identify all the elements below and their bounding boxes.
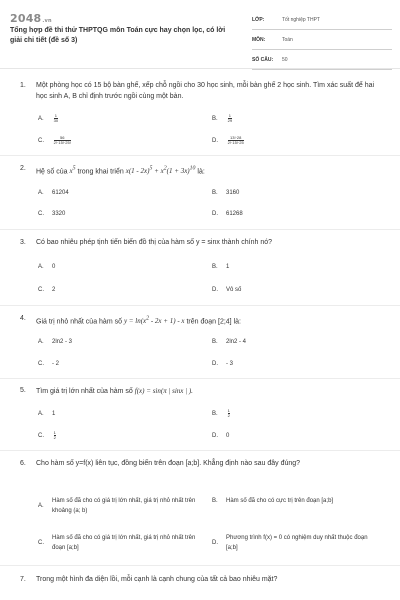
math-term	[69, 167, 75, 175]
question-number: 1.	[20, 82, 26, 89]
answer-option[interactable]	[38, 431, 56, 440]
option-value: Phương trình f(x) = 0 có nghiệm duy nhất thuộc đoạn [a;b]	[226, 535, 368, 551]
answer-option[interactable]	[38, 496, 198, 516]
question-text: Có bao nhiêu phép tịnh tiến biến đồ thị của hàm số y = sinx thành chính nó?	[36, 239, 273, 246]
answer-option[interactable]	[38, 339, 72, 345]
question-divider	[0, 378, 400, 379]
numerator: 1	[227, 408, 230, 413]
text-segment: Hệ số của	[36, 168, 68, 176]
document-header	[0, 0, 400, 63]
option-letter: A.	[38, 503, 44, 509]
meta-row-subject	[252, 33, 392, 50]
option-value: 1	[226, 264, 230, 270]
text-segment: Tìm giá trị lớn nhất của hàm số	[36, 388, 133, 395]
answer-option[interactable]	[212, 433, 229, 439]
question-number: 3.	[20, 239, 26, 246]
question-text	[36, 386, 376, 398]
fraction	[54, 431, 56, 440]
denominator: 2!·15!·25	[227, 140, 244, 145]
option-value: 61204	[52, 190, 69, 196]
numerator: 1	[54, 113, 58, 118]
numerator: 56	[60, 135, 65, 140]
option-value: 2ln2 - 4	[226, 339, 247, 345]
question-divider	[0, 450, 400, 451]
meta-label: MÔN:	[252, 37, 266, 43]
fraction	[228, 136, 244, 145]
site-logo[interactable]	[10, 12, 52, 25]
option-value: Hàm số đã cho có cực trị trên đoạn [a;b]	[226, 498, 334, 504]
denominator: 2	[53, 435, 56, 440]
answer-option[interactable]	[38, 136, 71, 145]
option-value: 2	[52, 287, 56, 293]
option-letter: B.	[212, 498, 218, 504]
meta-value: 50	[282, 57, 288, 63]
option-letter: A.	[38, 116, 44, 123]
option-letter: A.	[38, 264, 44, 270]
denominator: 2	[227, 413, 230, 418]
option-letter: C.	[38, 287, 44, 293]
answer-option[interactable]	[38, 287, 55, 293]
question-text	[36, 314, 376, 328]
answer-option[interactable]	[212, 533, 372, 553]
numerator: 1	[228, 113, 232, 118]
option-value: 3160	[226, 190, 240, 196]
option-value: 61268	[226, 211, 243, 217]
option-letter: B.	[212, 339, 218, 345]
meta-label: SỐ CÂU:	[252, 57, 274, 63]
question-text: Một phòng học có 15 bộ bàn ghế, xếp chỗ ngồi cho 30 học sinh, mỗi bàn ghế 2 học sinh. Tìm xác suất để hai học sinh A, B chỉ định trước ngồi cùng một bàn.	[36, 82, 375, 100]
question-number: 7.	[20, 576, 26, 583]
math-exponent: 10	[189, 166, 196, 172]
math-part: (1 + 3x)	[166, 167, 190, 176]
option-letter: D.	[212, 361, 218, 367]
answer-option[interactable]	[38, 264, 55, 270]
math-exponent: 2	[146, 316, 150, 322]
option-letter: D.	[212, 138, 218, 145]
option-letter: C.	[38, 361, 44, 367]
answer-option[interactable]	[212, 496, 372, 506]
denominator: 30	[53, 118, 59, 123]
answer-option[interactable]	[212, 264, 229, 270]
answer-option[interactable]	[38, 190, 69, 196]
option-letter: C.	[38, 211, 44, 217]
logo-text: 2048	[10, 12, 42, 25]
text-segment: trong khai triển	[77, 168, 124, 176]
option-letter: B.	[212, 190, 218, 196]
question-number: 4.	[20, 315, 26, 322]
document-meta	[252, 13, 392, 73]
answer-option[interactable]	[212, 409, 230, 418]
fraction	[54, 114, 58, 123]
math-exponent: 5	[149, 166, 153, 172]
option-letter: D.	[212, 540, 218, 546]
question-number: 5.	[20, 387, 26, 394]
question-text	[36, 164, 376, 178]
question-divider	[0, 229, 400, 230]
math-expression: f(x) = sin(π | sinx | ).	[134, 387, 193, 395]
answer-option[interactable]	[38, 211, 65, 217]
meta-label: LỚP:	[252, 17, 265, 23]
numerator: 13!·28	[230, 135, 242, 140]
math-var: x	[69, 167, 73, 176]
fraction	[54, 136, 71, 145]
option-value: 0	[52, 264, 56, 270]
fraction	[228, 114, 232, 123]
question-divider	[0, 155, 400, 156]
answer-option[interactable]	[38, 114, 58, 123]
option-value: 3320	[52, 211, 66, 217]
math-part: + x	[154, 167, 164, 176]
answer-option[interactable]	[212, 361, 233, 367]
question-text: Cho hàm số y=f(x) liên tục, đồng biến trên đoạn [a;b]. Khẳng định nào sau đây đúng?	[36, 460, 301, 467]
option-letter: B.	[212, 116, 218, 123]
option-letter: C.	[38, 433, 44, 440]
text-segment: trên đoạn [2;4] là:	[186, 318, 241, 326]
question-number: 6.	[20, 460, 26, 467]
math-exponent: 5	[72, 166, 76, 172]
answer-option[interactable]	[212, 339, 246, 345]
question-divider	[0, 565, 400, 566]
answer-option[interactable]	[212, 190, 239, 196]
option-value: - 3	[226, 361, 234, 367]
meta-value: Toán	[282, 37, 293, 43]
answer-option[interactable]	[212, 114, 232, 123]
math-expression	[124, 317, 185, 325]
answer-option[interactable]	[38, 533, 198, 553]
denominator: 2!·15!·25!	[53, 140, 71, 145]
answer-option[interactable]	[212, 136, 244, 145]
math-part: x(1 - 2x)	[125, 167, 150, 176]
option-letter: D.	[212, 211, 218, 217]
option-value: 1	[52, 411, 56, 417]
meta-row-class	[252, 13, 392, 30]
question-text: Trong một hình đa diện lồi, mỗi cạnh là cạnh chung của tất cả bao nhiêu mặt?	[36, 576, 278, 583]
math-expression	[126, 167, 196, 175]
option-letter: C.	[38, 138, 44, 145]
math-exponent: 2	[163, 166, 167, 172]
option-letter: B.	[212, 411, 218, 418]
option-letter: D.	[212, 287, 218, 293]
text-segment: Giá trị nhỏ nhất của hàm số	[36, 318, 122, 326]
option-value: Hàm số đã cho có giá trị lớn nhất, giá trị nhỏ nhất trên đoạn [a;b]	[52, 535, 196, 551]
document-title: Tổng hợp đề thi thử THPTQG môn Toán cực hay chọn lọc, có lời giải chi tiết (đề số 3)	[10, 27, 226, 44]
math-part: y = ln(x	[123, 317, 147, 326]
header-divider	[0, 68, 400, 69]
option-value: 2ln2 - 3	[52, 339, 73, 345]
answer-option[interactable]	[212, 211, 243, 217]
meta-value: Tốt nghiệp THPT	[282, 17, 320, 23]
option-letter: B.	[212, 264, 218, 270]
question-divider	[0, 305, 400, 306]
option-letter: A.	[38, 411, 44, 417]
option-letter: A.	[38, 190, 44, 196]
option-value: - 2	[52, 361, 60, 367]
denominator: 29	[227, 118, 233, 123]
answer-option[interactable]	[38, 411, 55, 417]
answer-option[interactable]	[38, 361, 59, 367]
option-value: 0	[226, 433, 230, 439]
math-part: - 2x + 1) - x	[149, 317, 185, 326]
logo-suffix: .vn	[42, 18, 52, 24]
option-value: Vô số	[226, 287, 242, 293]
option-letter: A.	[38, 339, 44, 345]
fraction	[228, 409, 230, 418]
text-segment: là:	[197, 168, 205, 176]
question-number: 2.	[20, 165, 26, 172]
option-letter: D.	[212, 433, 218, 439]
option-value: Hàm số đã cho có giá trị lớn nhất, giá trị nhỏ nhất trên khoảng (a; b)	[52, 498, 196, 514]
answer-option[interactable]	[212, 287, 241, 293]
numerator: 1	[53, 430, 56, 435]
option-letter: C.	[38, 540, 44, 546]
